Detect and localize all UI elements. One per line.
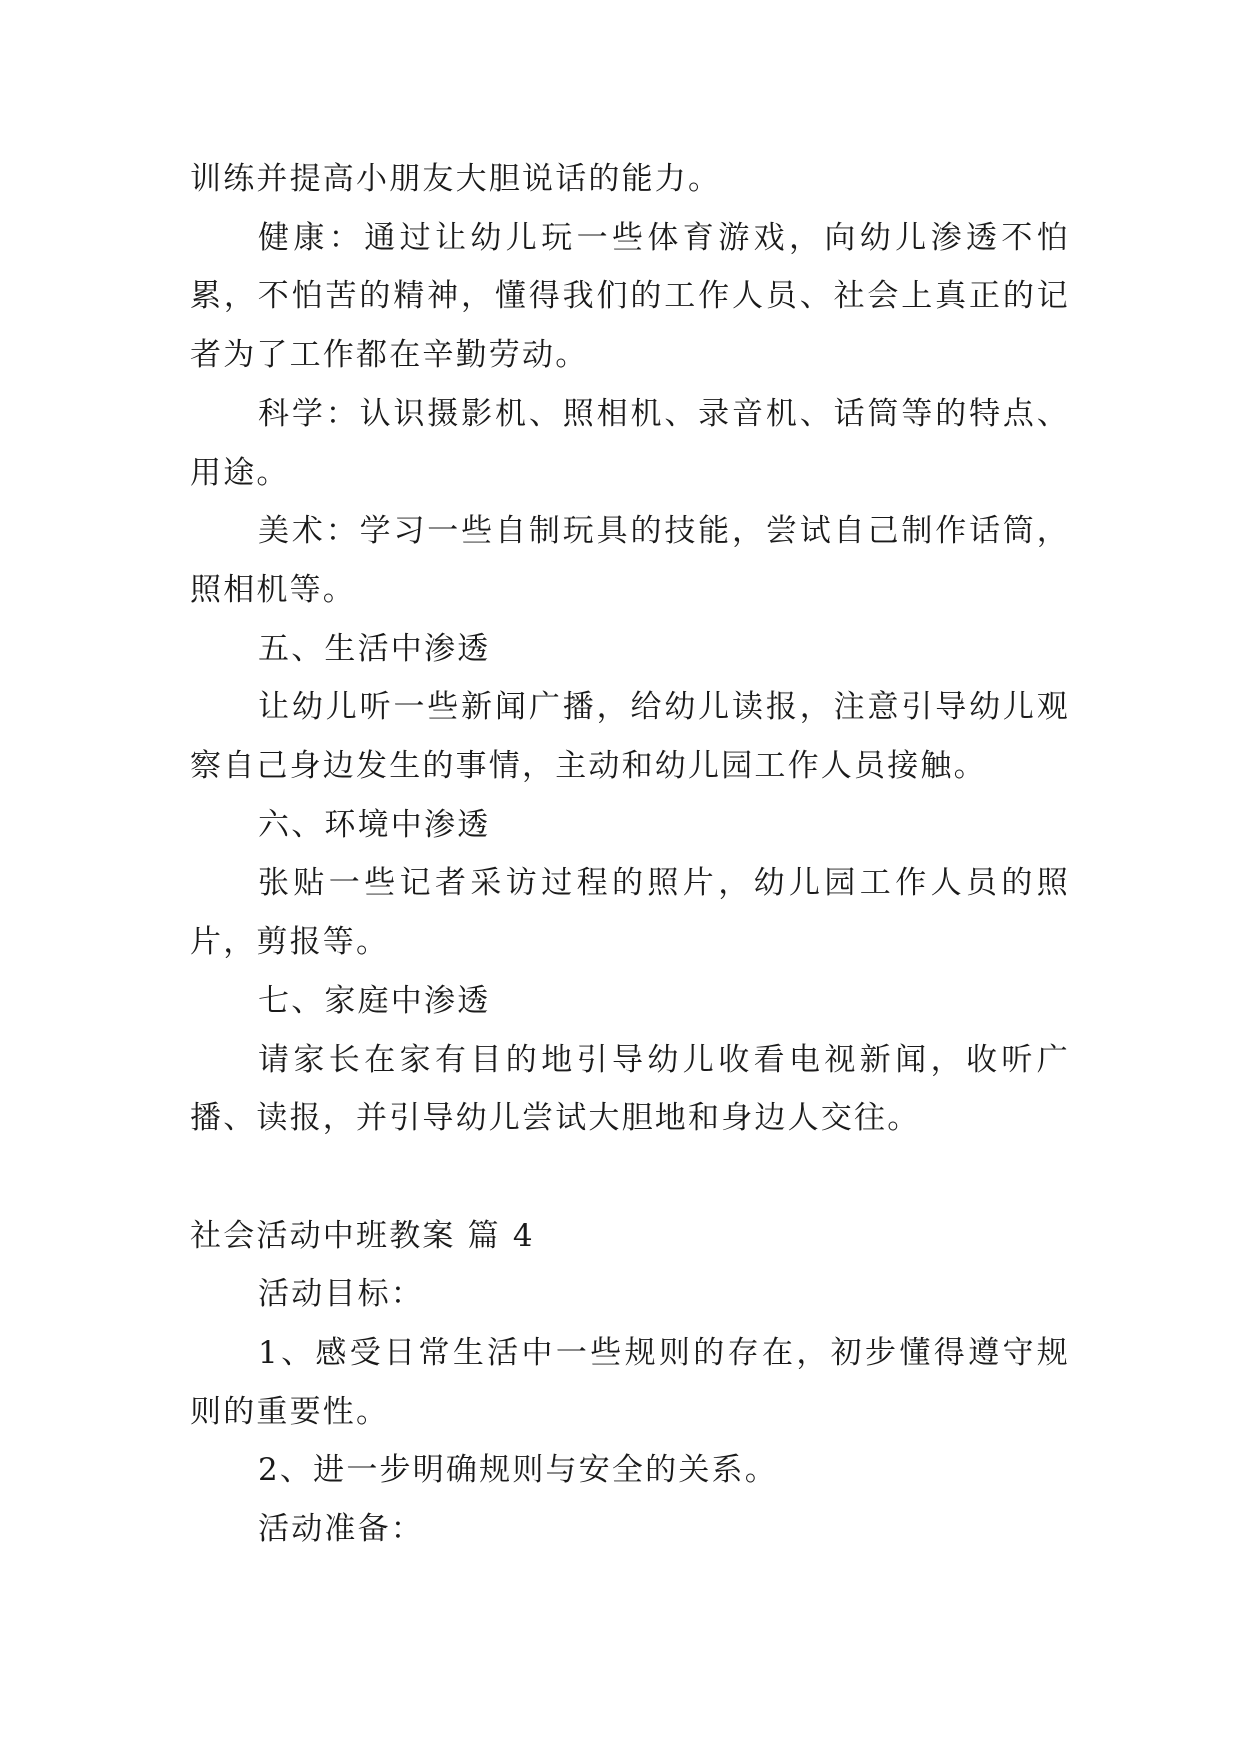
heading-life: 五、生活中渗透	[258, 630, 491, 667]
goal-item-1: 1、感受日常生活中一些规则的存在，初步懂得遵守规则的重要性。	[190, 1335, 1070, 1430]
paragraph-art: 美术：学习一些自制玩具的技能，尝试自己制作话筒，照相机等。	[190, 513, 1070, 608]
paragraph-family: 请家长在家有目的地引导幼儿收看电视新闻，收听广播、读报，并引导幼儿尝试大胆地和身边人交往。	[190, 1041, 1070, 1137]
section-title: 社会活动中班教案 篇 4	[190, 1217, 535, 1254]
paragraph-life: 让幼儿听一些新闻广播，给幼儿读报，注意引导幼儿观察自己身边发生的事情，主动和幼儿园工作人员接触。	[190, 689, 1070, 785]
heading-family: 七、家庭中渗透	[258, 982, 491, 1019]
paragraph-science: 科学：认识摄影机、照相机、录音机、话筒等的特点、用途。	[190, 395, 1070, 491]
goal-item-2: 2、进一步明确规则与安全的关系。	[258, 1452, 778, 1489]
heading-environment: 六、环境中渗透	[258, 806, 491, 843]
label-activity-preparation: 活动准备：	[258, 1511, 424, 1548]
paragraph-health: 健康：通过让幼儿玩一些体育游戏，向幼儿渗透不怕累，不怕苦的精神，懂得我们的工作人员、社会上真正的记者为了工作都在辛勤劳动。	[190, 219, 1070, 374]
paragraph-environment: 张贴一些记者采访过程的照片，幼儿园工作人员的照片，剪报等。	[190, 865, 1070, 961]
label-activity-goals: 活动目标：	[258, 1276, 424, 1313]
paragraph-1: 训练并提高小朋友大胆说话的能力。	[190, 161, 722, 197]
document-body	[190, 150, 1070, 1559]
